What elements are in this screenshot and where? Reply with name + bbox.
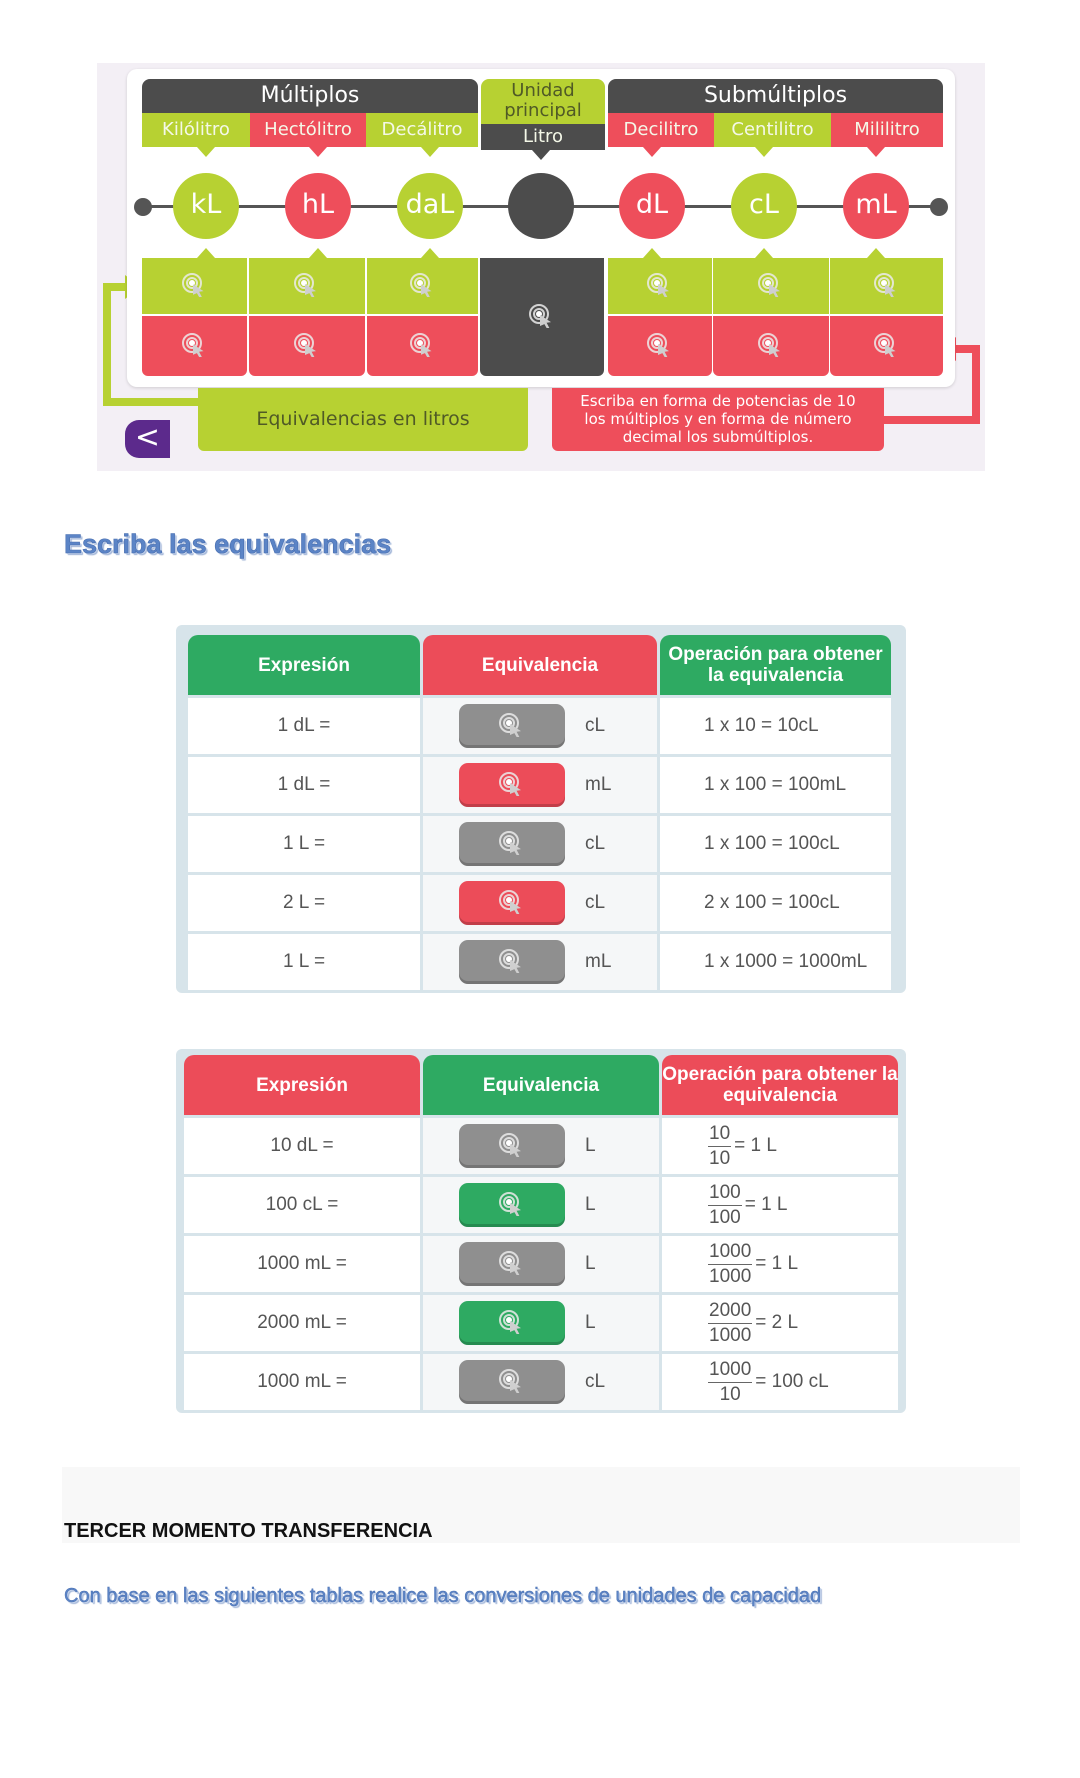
- unit-label-centiliter: Centilitro: [714, 113, 831, 147]
- expression-cell: 1 L =: [188, 934, 420, 990]
- table-header: [188, 635, 894, 695]
- header-expression: Expresión: [188, 635, 420, 695]
- equivalence-cell: [423, 1354, 659, 1410]
- operation-cell: [662, 1354, 898, 1410]
- equivalence-cell: [423, 816, 657, 872]
- operation-cell: 1 x 10 = 10cL: [660, 698, 891, 754]
- pointer-icon: [755, 147, 773, 157]
- header-equivalence: Equivalencia: [423, 1055, 659, 1115]
- numerator: 1000: [708, 1358, 752, 1383]
- table-row: [188, 813, 894, 872]
- unit-label: L: [585, 1135, 596, 1156]
- operation-cell: 2 x 100 = 100cL: [660, 875, 891, 931]
- table-header: [184, 1055, 898, 1115]
- answer-cell-daL-power[interactable]: [367, 316, 478, 376]
- operation-cell: [662, 1118, 898, 1174]
- denominator: 1000: [709, 1265, 752, 1287]
- answer-cell-liter[interactable]: [480, 258, 604, 376]
- caption-liters-text: Equivalencias en litros: [256, 408, 470, 430]
- pointer-icon: [421, 248, 439, 258]
- expression-cell: 2 L =: [188, 875, 420, 931]
- scale-end-dot: [134, 198, 152, 216]
- click-target-icon: [499, 1192, 525, 1218]
- pointer-icon: [197, 147, 215, 157]
- equivalences-table-1: [176, 625, 906, 993]
- click-target-icon: [499, 949, 525, 975]
- caption-liters-equivalences: [198, 388, 528, 451]
- answer-cell-dL-decimal[interactable]: [608, 316, 712, 376]
- fraction-result: = 2 L: [755, 1312, 799, 1333]
- unit-label: cL: [585, 715, 606, 736]
- left-arrow-connector-bottom: [103, 398, 203, 406]
- operation-cell: [662, 1295, 898, 1351]
- table-row: [184, 1292, 898, 1351]
- click-target-icon: [874, 333, 900, 359]
- unit-circle-kL: kL: [173, 173, 239, 239]
- scale-end-dot: [930, 198, 948, 216]
- answer-cell-cL-liters[interactable]: [713, 258, 829, 314]
- fraction: [708, 1240, 752, 1289]
- numerator: 1000: [708, 1240, 752, 1265]
- operation-cell: 1 x 100 = 100cL: [660, 816, 891, 872]
- pointer-icon: [867, 248, 885, 258]
- expression-cell: 100 cL =: [184, 1177, 420, 1233]
- answer-cell-dL-liters[interactable]: [608, 258, 712, 314]
- table-row: [188, 872, 894, 931]
- caption-powers-instruction: [552, 388, 884, 451]
- expression-cell: 2000 mL =: [184, 1295, 420, 1351]
- unit-label: mL: [585, 774, 612, 795]
- unit-label-decaliter: Decálitro: [366, 113, 478, 147]
- answer-button[interactable]: [459, 940, 565, 984]
- table-row: [184, 1351, 898, 1410]
- header-operation: Operación para obtener la equivalencia: [662, 1055, 898, 1115]
- main-unit-header: [481, 79, 605, 125]
- click-target-icon: [647, 273, 673, 299]
- pointer-icon: [643, 248, 661, 258]
- pointer-icon: [197, 248, 215, 258]
- answer-button[interactable]: [459, 763, 565, 807]
- fraction: [708, 1299, 752, 1348]
- click-target-icon: [499, 713, 525, 739]
- table-row: [184, 1174, 898, 1233]
- equivalences-table-2: [176, 1049, 906, 1413]
- answer-cell-mL-liters[interactable]: [830, 258, 943, 314]
- unit-label: mL: [585, 951, 612, 972]
- click-target-icon: [410, 333, 436, 359]
- table-row: [188, 931, 894, 990]
- expression-cell: 1 dL =: [188, 757, 420, 813]
- answer-button[interactable]: [459, 881, 565, 925]
- numerator: 10: [708, 1122, 731, 1147]
- click-target-icon: [529, 304, 555, 330]
- click-target-icon: [874, 273, 900, 299]
- click-target-icon: [758, 273, 784, 299]
- unit-label: cL: [585, 1371, 606, 1392]
- pointer-icon: [309, 248, 327, 258]
- operation-cell: [662, 1177, 898, 1233]
- equivalence-cell: [423, 757, 657, 813]
- unit-label-milliliter: Mililitro: [831, 113, 943, 147]
- pointer-icon: [867, 147, 885, 157]
- operation-cell: [662, 1236, 898, 1292]
- unit-label: L: [585, 1253, 596, 1274]
- right-arrow-connector-bottom: [880, 416, 980, 424]
- equivalence-cell: [423, 1295, 659, 1351]
- pointer-icon: [309, 147, 327, 157]
- denominator: 10: [719, 1383, 741, 1405]
- equivalence-cell: [423, 1177, 659, 1233]
- unit-label-hectoliter: Hectólitro: [250, 113, 366, 147]
- main-unit-label: Unidad principal: [504, 80, 582, 121]
- header-operation: Operación para obtener la equivalencia: [660, 635, 891, 695]
- fraction: [708, 1181, 742, 1230]
- click-target-icon: [499, 1369, 525, 1395]
- pointer-icon: [643, 147, 661, 157]
- right-arrow-connector-top: [955, 345, 980, 353]
- click-target-icon: [410, 273, 436, 299]
- caption-powers-text: Escriba en forma de potencias de 10 los múltiplos y en forma de número decimal los submúltiplos.: [580, 392, 856, 446]
- answer-button[interactable]: [459, 1242, 565, 1286]
- answer-cell-hL-power[interactable]: [249, 316, 365, 376]
- answer-cell-kL-power[interactable]: [142, 316, 247, 376]
- click-target-icon: [499, 1133, 525, 1159]
- equivalence-cell: [423, 1236, 659, 1292]
- unit-circle-mL: mL: [843, 173, 909, 239]
- numerator: 2000: [708, 1299, 752, 1324]
- click-target-icon: [499, 1310, 525, 1336]
- expression-cell: 1000 mL =: [184, 1354, 420, 1410]
- heading-write-equivalences: Escriba las equivalencias: [64, 529, 392, 559]
- equivalence-cell: [423, 1118, 659, 1174]
- unit-circle-cL: cL: [731, 173, 797, 239]
- equivalence-cell: [423, 698, 657, 754]
- left-arrow-connector: [103, 283, 111, 405]
- header-expression: Expresión: [184, 1055, 420, 1115]
- right-arrow-connector: [972, 345, 980, 423]
- answer-cell-daL-liters[interactable]: [367, 258, 478, 314]
- instruction-text: Con base en las siguientes tablas realice las conversiones de unidades de capacidad: [64, 1585, 822, 1607]
- fraction-result: = 100 cL: [755, 1371, 829, 1392]
- unit-circle-dL: dL: [619, 173, 685, 239]
- table-row: [184, 1115, 898, 1174]
- equivalence-cell: [423, 875, 657, 931]
- header-equivalence: Equivalencia: [423, 635, 657, 695]
- expression-cell: 10 dL =: [184, 1118, 420, 1174]
- back-button[interactable]: [125, 420, 170, 458]
- answer-button[interactable]: [459, 822, 565, 866]
- table-row: [188, 754, 894, 813]
- pointer-icon: [421, 147, 439, 157]
- unit-label-deciliter: Decilitro: [608, 113, 714, 147]
- click-target-icon: [647, 333, 673, 359]
- unit-circle-daL: daL: [397, 173, 463, 239]
- unit-label: cL: [585, 833, 606, 854]
- denominator: 10: [709, 1147, 731, 1169]
- numerator: 100: [708, 1181, 742, 1206]
- click-target-icon: [294, 273, 320, 299]
- table-row: [184, 1233, 898, 1292]
- pointer-icon: [755, 248, 773, 258]
- click-target-icon: [182, 273, 208, 299]
- expression-cell: 1 L =: [188, 816, 420, 872]
- answer-button[interactable]: [459, 1124, 565, 1168]
- chevron-left-icon: <: [134, 420, 161, 455]
- fraction-result: = 1 L: [734, 1135, 777, 1156]
- equivalence-cell: [423, 934, 657, 990]
- click-target-icon: [499, 772, 525, 798]
- unit-label-kiloliter: Kilólitro: [142, 113, 250, 147]
- fraction: [708, 1122, 731, 1171]
- answer-cell-kL-liters[interactable]: [142, 258, 247, 314]
- expression-cell: 1 dL =: [188, 698, 420, 754]
- click-target-icon: [294, 333, 320, 359]
- table-row: [188, 695, 894, 754]
- unit-circle-L: [508, 173, 574, 239]
- click-target-icon: [499, 1251, 525, 1277]
- operation-cell: 1 x 1000 = 1000mL: [660, 934, 891, 990]
- multiples-header: Múltiplos: [142, 79, 478, 113]
- unit-label: cL: [585, 892, 606, 913]
- unit-label-liter: Litro: [481, 124, 605, 150]
- click-target-icon: [499, 831, 525, 857]
- fraction: [708, 1358, 752, 1407]
- answer-button[interactable]: [459, 1183, 565, 1227]
- fraction-result: = 1 L: [744, 1194, 788, 1215]
- answer-cell-hL-liters[interactable]: [249, 258, 365, 314]
- submultiples-header: Submúltiplos: [608, 79, 943, 113]
- answer-button[interactable]: [459, 1301, 565, 1345]
- denominator: 1000: [709, 1324, 752, 1346]
- denominator: 100: [709, 1206, 741, 1228]
- unit-circle-hL: hL: [285, 173, 351, 239]
- operation-cell: 1 x 100 = 100mL: [660, 757, 891, 813]
- expression-cell: 1000 mL =: [184, 1236, 420, 1292]
- click-target-icon: [499, 890, 525, 916]
- fraction-result: = 1 L: [755, 1253, 799, 1274]
- click-target-icon: [182, 333, 208, 359]
- unit-label: L: [585, 1312, 596, 1333]
- answer-cell-cL-decimal[interactable]: [713, 316, 829, 376]
- answer-cell-mL-decimal[interactable]: [830, 316, 943, 376]
- click-target-icon: [758, 333, 784, 359]
- pointer-icon: [532, 150, 550, 160]
- answer-button[interactable]: [459, 1360, 565, 1404]
- section-title: TERCER MOMENTO TRANSFERENCIA: [64, 1520, 433, 1542]
- unit-label: L: [585, 1194, 596, 1215]
- answer-button[interactable]: [459, 704, 565, 748]
